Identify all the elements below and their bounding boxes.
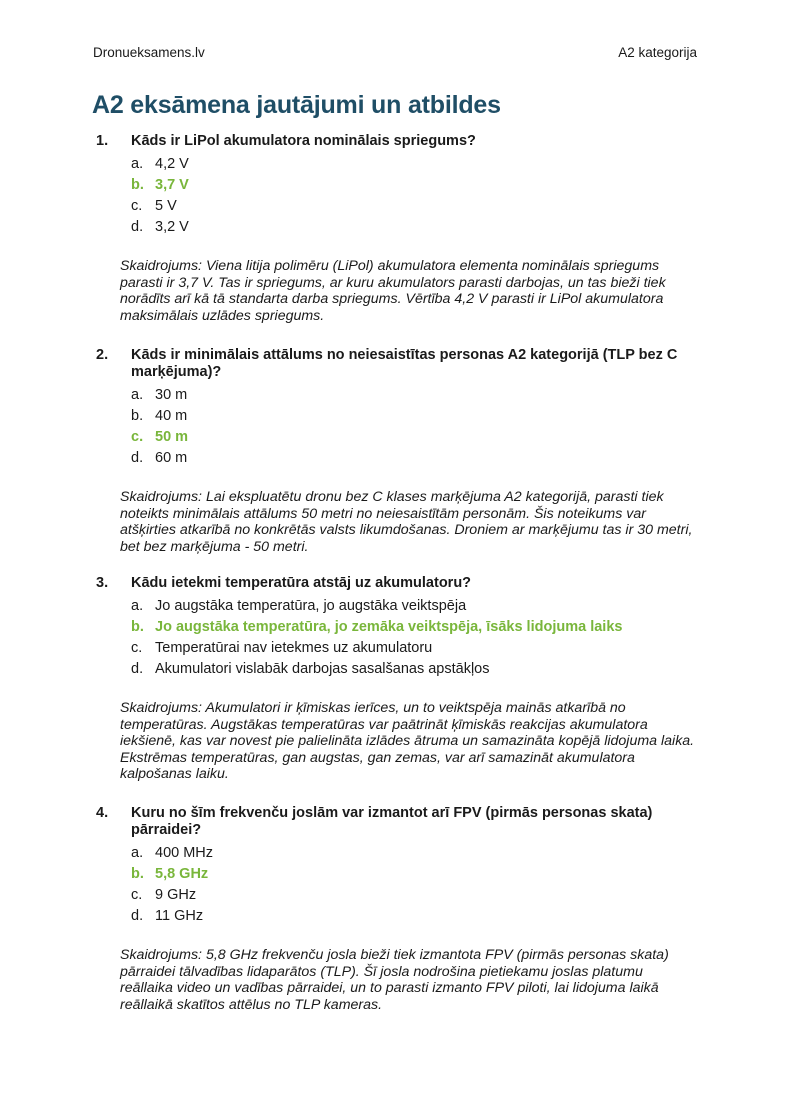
- option-d: d. Akumulatori vislabāk darbojas sasalšanas apstākļos: [131, 661, 490, 677]
- option-d: d. 11 GHz: [131, 908, 204, 924]
- question-number: 3.: [96, 575, 109, 591]
- option-a: a. 30 m: [131, 387, 188, 403]
- header-site-name: Dronueksamens.lv: [93, 45, 205, 60]
- header-category: A2 kategorija: [618, 45, 697, 60]
- option-b-correct: b. 3,7 V: [131, 177, 189, 193]
- question-number: 2.: [96, 347, 109, 363]
- answer-options: [96, 154, 696, 238]
- option-c: c. 5 V: [131, 198, 177, 214]
- option-b: b. 40 m: [131, 408, 188, 424]
- option-d: d. 3,2 V: [131, 219, 189, 235]
- question-3: [96, 575, 696, 783]
- option-b-correct: b. 5,8 GHz: [131, 866, 209, 882]
- question-heading: [96, 805, 696, 839]
- option-b-correct: b. Jo augstāka temperatūra, jo zemāka veiktspēja, īsāks lidojuma laiks: [131, 619, 623, 635]
- explanation: Skaidrojums: Viena litija polimēru (LiPol) akumulatora elementa nominālais spriegums parasti ir 3,7 V. Tas ir spriegums, ar kuru akumulators parasti darbojas, un tas bieži tiek norādīts arī kā tā standarta darba spriegums. Vērtība 4,2 V parasti ir LiPol akumulatora maksimālais uzlādes spriegums.: [120, 258, 666, 324]
- question-heading: [96, 347, 696, 381]
- explanation: Skaidrojums: Lai ekspluatētu dronu bez C klases marķējuma A2 kategorijā, parasti tiek noteikts minimālais attālums 50 metri no neiesaistītām personām. Šis noteikums var atšķirties atkarībā no konkrētās valsts likumdošanas. Droniem ar marķējumu tas ir 30 metri, bet bez marķējuma - 50 metri.: [120, 489, 693, 555]
- answer-options: [96, 385, 696, 469]
- explanation: Skaidrojums: Akumulatori ir ķīmiskas ierīces, un to veiktspēja mainās atkarībā no temperatūras. Augstākas temperatūras var paātrināt ķīmiskās reakcijas akumulatora iekšienē, kas var novest pie palielināta izlādes ātruma un samazināta kopējā lidojuma laika. Ekstrēmas temperatūras, gan augstas, gan zemas, var arī samazināt akumulatora kalpošanas laiku.: [120, 700, 695, 782]
- question-text: Kāds ir LiPol akumulatora nominālais spriegums?: [131, 133, 476, 149]
- question-heading: [96, 575, 696, 592]
- question-number: 4.: [96, 805, 109, 821]
- option-a: a. 4,2 V: [131, 156, 189, 172]
- question-heading: [96, 133, 696, 150]
- question-2: [96, 347, 696, 555]
- question-text: Kuru no šīm frekvenču joslām var izmantot arī FPV (pirmās personas skata) pārraidei?: [131, 805, 653, 838]
- option-a: a. Jo augstāka temperatūra, jo augstāka veiktspēja: [131, 598, 467, 614]
- explanation: Skaidrojums: 5,8 GHz frekvenču josla bieži tiek izmantota FPV (pirmās personas skata) pārraidei tālvadības lidaparātos (TLP). Šī josla nodrošina pietiekamu joslas platumu reāllaika video un vadības pārraidei, un to parasti izmanto FPV piloti, lai lidojuma laikā reāllaikā skatītos attēlus no TLP kameras.: [120, 947, 669, 1013]
- question-text: Kāds ir minimālais attālums no neiesaistītas personas A2 kategorijā (TLP bez C marķējuma)?: [131, 347, 678, 380]
- question-4: [96, 805, 696, 1013]
- question-text: Kādu ietekmi temperatūra atstāj uz akumulatoru?: [131, 575, 472, 591]
- option-d: d. 60 m: [131, 450, 188, 466]
- answer-options: [96, 843, 696, 927]
- question-number: 1.: [96, 133, 109, 149]
- option-c-correct: c. 50 m: [131, 429, 189, 445]
- option-c: c. 9 GHz: [131, 887, 197, 903]
- question-1: [96, 133, 696, 324]
- option-c: c. Temperatūrai nav ietekmes uz akumulatoru: [131, 640, 433, 656]
- answer-options: [96, 596, 696, 680]
- option-a: a. 400 MHz: [131, 845, 214, 861]
- page-title: A2 eksāmena jautājumi un atbildes: [92, 91, 501, 119]
